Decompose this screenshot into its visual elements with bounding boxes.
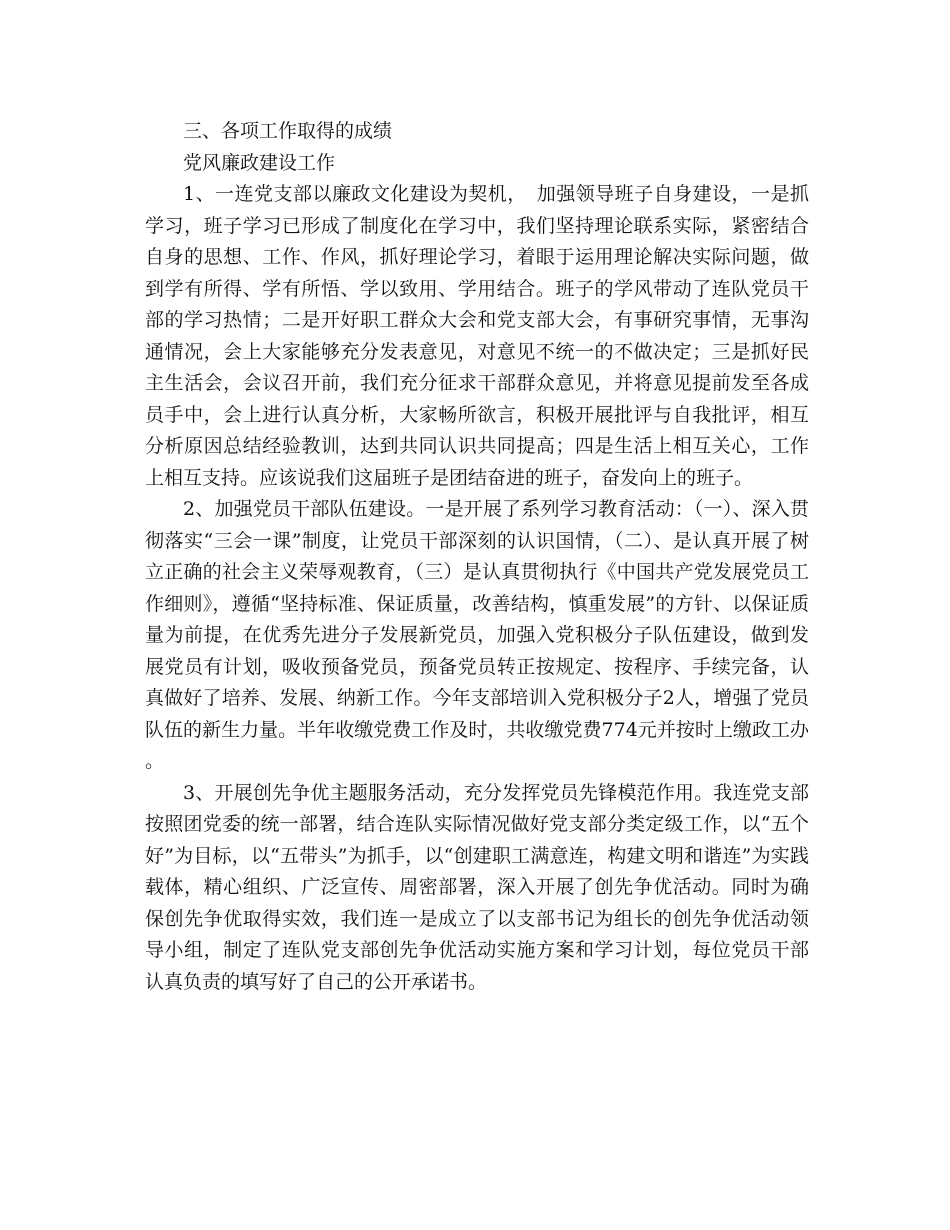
document-body bbox=[145, 116, 809, 998]
paragraph-1: 1、一连党支部以廉政文化建设为契机， 加强领导班子自身建设，一是抓学习，班子学习已形成了制度化在学习中，我们坚持理论联系实际，紧密结合自身的思想、工作、作风，抓好理论学习，着眼于运用理论解决实际问题，做到学有所得、学有所悟、学以致用、学用结合。班子的学风带动了连队党员干部的学习热情；二是开好职工群众大会和党支部大会，有事研究事情，无事沟通情况，会上大家能够充分发表意见，对意见不统一的不做决定；三是抓好民主生活会，会议召开前，我们充分征求干部群众意见，并将意见提前发至各成员手中，会上进行认真分析，大家畅所欲言，积极开展批评与自我批评，相互分析原因总结经验教训，达到共同认识共同提高；四是生活上相互关心，工作上相互支持。应该说我们这届班子是团结奋进的班子，奋发向上的班子。 bbox=[145, 183, 809, 489]
paragraph-3: 3、开展创先争优主题服务活动，充分发挥党员先锋模范作用。我连党支部按照团党委的统一部署，结合连队实际情况做好党支部分类定级工作，以“五个好”为目标，以“五带头”为抓手，以“创建职工满意连，构建文明和谐连”为实践载体，精心组织、广泛宣传、周密部署，深入开展了创先争优活动。同时为确保创先争优取得实效，我们连一是成立了以支部书记为组长的创先争优活动领导小组，制定了连队党支部创先争优活动实施方案和学习计划，每位党员干部认真负责的填写好了自己的公开承诺书。 bbox=[145, 781, 809, 993]
subheading: 党风廉政建设工作 bbox=[183, 151, 336, 174]
section-heading: 三、各项工作取得的成绩 bbox=[183, 120, 393, 142]
paragraph-2: 2、加强党员干部队伍建设。一是开展了系列学习教育活动：（一）、深入贯彻落实“三会一课”制度，让党员干部深刻的认识国情，（二）、是认真开展了树立正确的社会主义荣辱观教育，（三）是认真贯彻执行《中国共产党发展党员工作细则》，遵循“坚持标准、保证质量，改善结构，慎重发展”的方针、以保证质量为前提，在优秀先进分子发展新党员，加强入党积极分子队伍建设，做到发展党员有计划，吸收预备党员，预备党员转正按规定、按程序、手续完备，认真做好了培养、发展、纳新工作。今年支部培训入党积极分子2人，增强了党员队伍的新生力量。半年收缴党费工作及时，共收缴党费774元并按时上缴政工办。 bbox=[145, 498, 809, 772]
